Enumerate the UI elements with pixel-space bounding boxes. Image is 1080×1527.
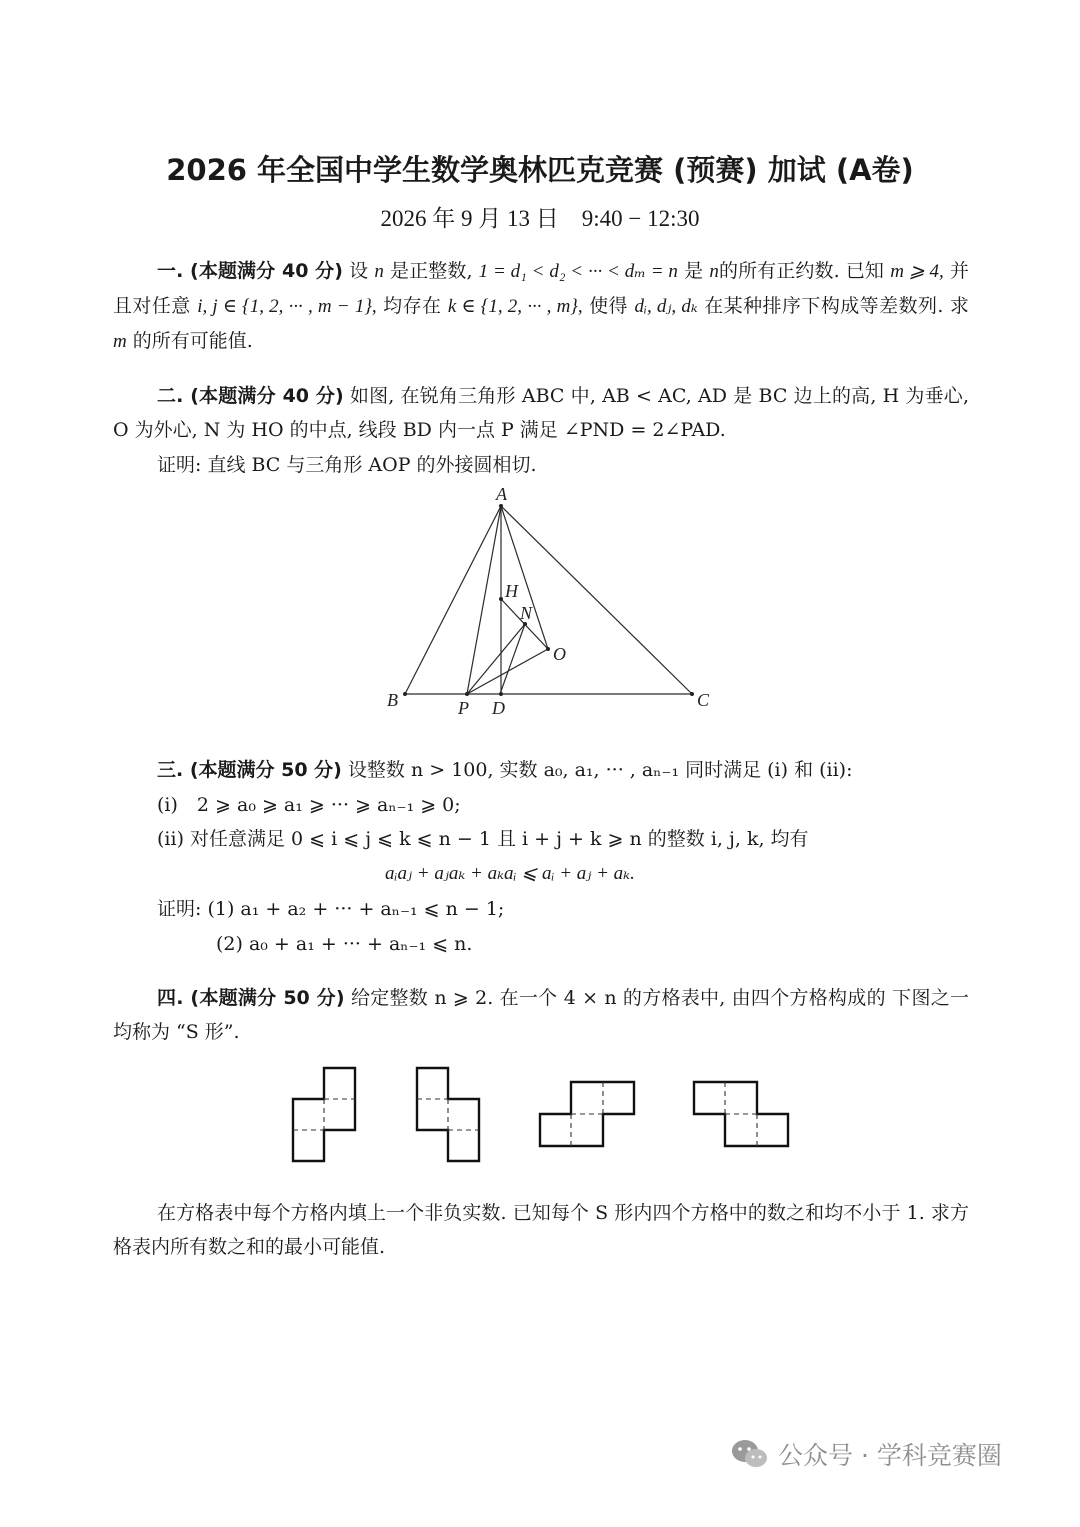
problem-3-proof-2: (2) a₀ + a₁ + ··· + aₙ₋₁ ⩽ n. xyxy=(216,933,473,955)
page-title: 2026 年全国中学生数学奥林匹克竞赛 (预赛) 加试 (A卷) xyxy=(166,153,914,187)
problem-4: 四. (本题满分 50 分) 给定整数 n ⩾ 2. 在一个 4 × n 的方格表中, 由四个方格构成的 下图之一均称为 “S 形”. xyxy=(113,987,969,1043)
label-C: C xyxy=(697,690,710,710)
label-D: D xyxy=(492,698,505,718)
label-P: P xyxy=(458,698,469,718)
problem-1: 一. (本题满分 40 分) 设 n 是正整数, 1 = d₁ < d₂ < ··· < dₘ = n 是 n的所有正约数. 已知 m ⩾ 4, 并且对任意 i, j ∈ {1, 2, ··· , m − 1}, 均存在 k ∈ {1, 2, ··· , m}, 使得 dᵢ, dⱼ, dₖ 在某种排序下构成等差数列. 求 m 的所有可能值. xyxy=(113,260,969,352)
problem-1-heading: 一. (本题满分 40 分) xyxy=(157,260,343,282)
problem-3-proof-1: 证明: (1) a₁ + a₂ + ··· + aₙ₋₁ ⩽ n − 1; xyxy=(157,898,505,920)
watermark xyxy=(730,1430,1002,1478)
label-A: A xyxy=(496,484,507,504)
problem-4-question: 在方格表中每个方格内填上一个非负实数. 已知每个 S 形内四个方格中的数之和均不小于 1. 求方格表内所有数之和的最小可能值. xyxy=(113,1202,969,1258)
problem-4-heading: 四. (本题满分 50 分) xyxy=(157,987,345,1009)
label-O: O xyxy=(553,644,566,664)
wechat-icon xyxy=(730,1437,770,1471)
exam-date-time: 2026 年 9 月 13 日 9:40 − 12:30 xyxy=(380,206,700,231)
problem-3-inequality: aᵢaⱼ + aⱼaₖ + aₖaᵢ ⩽ aᵢ + aⱼ + aₖ. xyxy=(385,863,635,884)
watermark-text: 公众号 · 学科竞赛圈 xyxy=(778,1441,1002,1470)
problem-2: 二. (本题满分 40 分) 如图, 在锐角三角形 ABC 中, AB < AC, AD 是 BC 边上的高, H 为垂心, O 为外心, N 为 HO 的中点, 线段 BD 内一点 P 满足 ∠PND = 2∠PAD. xyxy=(113,385,970,441)
problem-2-proof: 证明: 直线 BC 与三角形 AOP 的外接圆相切. xyxy=(157,454,537,476)
problem-3-condition-ii: (ii) 对任意满足 0 ⩽ i ⩽ j ⩽ k ⩽ n − 1 且 i + j + k ⩾ n 的整数 i, j, k, 均有 xyxy=(157,828,809,850)
problem-3-heading: 三. (本题满分 50 分) xyxy=(157,759,342,781)
problem-2-heading: 二. (本题满分 40 分) xyxy=(157,385,344,407)
label-B: B xyxy=(387,690,398,710)
problem-3-intro: 三. (本题满分 50 分) 设整数 n > 100, 实数 a₀, a₁, ··· , aₙ₋₁ 同时满足 (i) 和 (ii): xyxy=(157,759,853,781)
problem-3-condition-i: (i) 2 ⩾ a₀ ⩾ a₁ ⩾ ··· ⩾ aₙ₋₁ ⩾ 0; xyxy=(157,794,461,816)
s-shapes-figure xyxy=(280,1060,800,1170)
label-H: H xyxy=(505,581,518,601)
label-N: N xyxy=(520,603,533,623)
triangle-figure xyxy=(370,482,730,722)
divisor-chain: 1 = d₁ < d₂ < ··· < dₘ = n xyxy=(478,261,678,282)
